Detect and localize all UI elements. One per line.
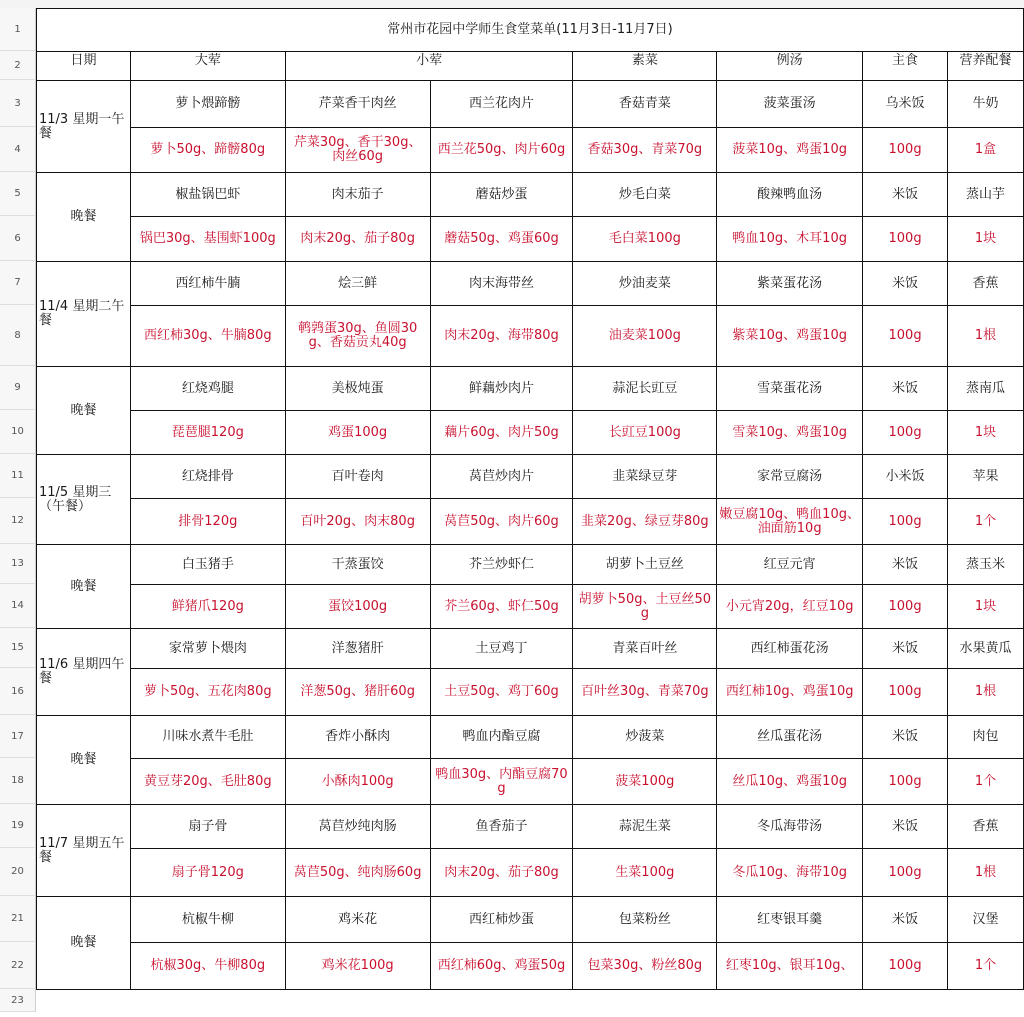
dish-amount[interactable]: 1个 [948,943,1024,990]
dish-amount[interactable]: 西兰花50g、肉片60g [430,128,573,173]
dish-name[interactable]: 乌米饭 [863,81,948,128]
dish-row [37,262,1024,306]
dish-amount[interactable]: 100g [863,669,948,716]
dish-name[interactable]: 杭椒牛柳 [130,897,285,943]
dish-amount[interactable]: 雪菜10g、鸡蛋10g [717,411,863,455]
dish-name[interactable]: 炒毛白菜 [573,173,717,217]
meal-label[interactable]: 11/6 星期四午餐 [37,629,131,716]
dish-amount[interactable]: 100g [863,849,948,897]
dish-amount[interactable]: 琵琶腿120g [130,411,285,455]
meal-label[interactable]: 11/3 星期一午餐 [37,81,131,173]
dish-name[interactable]: 红烧排骨 [130,455,285,499]
meal-label[interactable]: 11/4 星期二午餐 [37,262,131,367]
dish-name[interactable]: 酸辣鸭血汤 [717,173,863,217]
dish-amount[interactable]: 1盒 [948,128,1024,173]
dish-name[interactable]: 西红柿炒蛋 [430,897,573,943]
row-number[interactable]: 11 [0,454,36,498]
dish-name[interactable]: 米饭 [863,716,948,759]
dish-amount[interactable]: 100g [863,306,948,367]
dish-name[interactable]: 水果黄瓜 [948,629,1024,669]
dish-name[interactable]: 香炸小酥肉 [285,716,430,759]
dish-name[interactable]: 扇子骨 [130,805,285,849]
dish-amount[interactable]: 100g [863,217,948,262]
dish-amount[interactable]: 鲜猪爪120g [130,585,285,629]
dish-amount[interactable]: 100g [863,411,948,455]
dish-name[interactable]: 米饭 [863,262,948,306]
amount-row [37,585,1024,629]
dish-amount[interactable]: 黄豆芽20g、毛肚80g [130,759,285,805]
dish-amount[interactable]: 1个 [948,759,1024,805]
dish-amount[interactable]: 锅巴30g、基围虾100g [130,217,285,262]
dish-amount[interactable]: 鸭血30g、内酯豆腐70g [430,759,573,805]
row-number[interactable]: 14 [0,584,36,628]
dish-amount[interactable]: 芹菜30g、香干30g、肉丝60g [285,128,430,173]
dish-amount[interactable]: 1个 [948,499,1024,545]
dish-amount[interactable]: 莴苣50g、肉片60g [430,499,573,545]
row-number[interactable]: 22 [0,942,36,989]
dish-name[interactable]: 香蕉 [948,805,1024,849]
dish-name[interactable]: 西红柿牛腩 [130,262,285,306]
row-number[interactable]: 7 [0,261,36,305]
amount-row [37,499,1024,545]
empty-row-23 [36,994,1024,1017]
dish-name[interactable]: 川味水煮牛毛肚 [130,716,285,759]
meal-label[interactable]: 晚餐 [37,897,131,990]
dish-name[interactable]: 米饭 [863,805,948,849]
dish-amount[interactable]: 百叶丝30g、青菜70g [573,669,717,716]
dish-amount[interactable]: 肉末20g、茄子80g [430,849,573,897]
menu-title[interactable]: 常州市花园中学师生食堂菜单(11月3日-11月7日) [37,9,1024,52]
dish-name[interactable]: 土豆鸡丁 [430,629,573,669]
dish-amount[interactable]: 香菇30g、青菜70g [573,128,717,173]
dish-name[interactable]: 红枣银耳羹 [717,897,863,943]
dish-name[interactable]: 小米饭 [863,455,948,499]
dish-name[interactable]: 红烧鸡腿 [130,367,285,411]
dish-amount[interactable]: 嫩豆腐10g、鸭血10g、油面筋10g [717,499,863,545]
dish-name[interactable]: 青菜百叶丝 [573,629,717,669]
amount-row [37,759,1024,805]
dish-name[interactable]: 芥兰炒虾仁 [430,545,573,585]
dish-name[interactable]: 蒸玉米 [948,545,1024,585]
dish-name[interactable]: 香菇青菜 [573,81,717,128]
dish-amount[interactable]: 1块 [948,217,1024,262]
dish-name[interactable]: 萝卜煨蹄髈 [130,81,285,128]
dish-name[interactable]: 西红柿蛋花汤 [717,629,863,669]
dish-amount[interactable]: 长豇豆100g [573,411,717,455]
dish-name[interactable]: 香蕉 [948,262,1024,306]
row-number[interactable]: 3 [0,80,36,127]
dish-amount[interactable]: 洋葱50g、猪肝60g [285,669,430,716]
dish-name[interactable]: 雪菜蛋花汤 [717,367,863,411]
title-row [37,9,1024,52]
dish-amount[interactable]: 肉末20g、茄子80g [285,217,430,262]
dish-name[interactable]: 鸭血内酯豆腐 [430,716,573,759]
dish-name[interactable]: 烩三鲜 [285,262,430,306]
dish-name[interactable]: 蒸山芋 [948,173,1024,217]
amount-row [37,306,1024,367]
dish-name[interactable]: 米饭 [863,897,948,943]
dish-amount[interactable]: 丝瓜10g、鸡蛋10g [717,759,863,805]
dish-name[interactable]: 米饭 [863,367,948,411]
dish-amount[interactable]: 冬瓜10g、海带10g [717,849,863,897]
dish-row [37,81,1024,128]
dish-name[interactable]: 韭菜绿豆芽 [573,455,717,499]
header-row [37,52,1024,81]
dish-amount[interactable]: 蛋饺100g [285,585,430,629]
dish-name[interactable]: 丝瓜蛋花汤 [717,716,863,759]
dish-name[interactable]: 紫菜蛋花汤 [717,262,863,306]
dish-amount[interactable]: 菠菜100g [573,759,717,805]
dish-row [37,629,1024,669]
dish-amount[interactable]: 1根 [948,849,1024,897]
dish-row [37,545,1024,585]
dish-row [37,367,1024,411]
dish-name[interactable]: 蒸南瓜 [948,367,1024,411]
row-number[interactable]: 16 [0,668,36,715]
dish-name[interactable]: 苹果 [948,455,1024,499]
dish-amount[interactable]: 毛白菜100g [573,217,717,262]
dish-name[interactable]: 家常萝卜煨肉 [130,629,285,669]
dish-amount[interactable]: 包菜30g、粉丝80g [573,943,717,990]
dish-name[interactable]: 炒油麦菜 [573,262,717,306]
dish-amount[interactable]: 100g [863,499,948,545]
dish-amount[interactable]: 红枣10g、银耳10g、 [717,943,863,990]
dish-name[interactable]: 百叶卷肉 [285,455,430,499]
dish-amount[interactable]: 100g [863,759,948,805]
meal-label[interactable]: 晚餐 [37,545,131,629]
dish-name[interactable]: 胡萝卜土豆丝 [573,545,717,585]
dish-amount[interactable]: 鹌鹑蛋30g、鱼圆30g、香菇贡丸40g [285,306,430,367]
header-small-meat[interactable]: 小荤 [285,52,573,81]
dish-amount[interactable]: 生菜100g [573,849,717,897]
amount-row [37,217,1024,262]
dish-amount[interactable]: 藕片60g、肉片50g [430,411,573,455]
dish-name[interactable]: 莴苣炒纯肉肠 [285,805,430,849]
dish-name[interactable]: 米饭 [863,173,948,217]
dish-name[interactable]: 干蒸蛋饺 [285,545,430,585]
amount-row [37,411,1024,455]
dish-name[interactable]: 洋葱猪肝 [285,629,430,669]
amount-row [37,849,1024,897]
dish-amount[interactable]: 扇子骨120g [130,849,285,897]
dish-name[interactable]: 肉末海带丝 [430,262,573,306]
dish-amount[interactable]: 紫菜10g、鸡蛋10g [717,306,863,367]
dish-amount[interactable]: 1根 [948,669,1024,716]
row-number[interactable]: 17 [0,715,36,758]
row-number[interactable]: 15 [0,628,36,668]
dish-amount[interactable]: 萝卜50g、蹄髈80g [130,128,285,173]
dish-row [37,897,1024,943]
row-number[interactable]: 21 [0,896,36,942]
meal-label[interactable]: 晚餐 [37,173,131,262]
dish-name[interactable]: 米饭 [863,545,948,585]
header-date[interactable]: 日期 [37,52,131,81]
dish-name[interactable]: 椒盐锅巴虾 [130,173,285,217]
dish-amount[interactable]: 西红柿60g、鸡蛋50g [430,943,573,990]
row-number[interactable]: 6 [0,216,36,261]
dish-amount[interactable]: 1根 [948,306,1024,367]
canteen-menu-table [36,8,1024,990]
dish-amount[interactable]: 1块 [948,411,1024,455]
meal-label[interactable]: 晚餐 [37,367,131,455]
dish-amount[interactable]: 土豆50g、鸡丁60g [430,669,573,716]
dish-amount[interactable]: 100g [863,585,948,629]
row-number[interactable]: 10 [0,410,36,454]
dish-name[interactable]: 肉包 [948,716,1024,759]
dish-amount[interactable]: 肉末20g、海带80g [430,306,573,367]
dish-name[interactable]: 家常豆腐汤 [717,455,863,499]
dish-amount[interactable]: 油麦菜100g [573,306,717,367]
dish-name[interactable]: 鸡米花 [285,897,430,943]
dish-name[interactable]: 美极炖蛋 [285,367,430,411]
dish-amount[interactable]: 萝卜50g、五花肉80g [130,669,285,716]
dish-amount[interactable]: 芥兰60g、虾仁50g [430,585,573,629]
dish-amount[interactable]: 100g [863,943,948,990]
row-number[interactable]: 8 [0,305,36,366]
row-number[interactable]: 18 [0,758,36,804]
amount-row [37,943,1024,990]
dish-name[interactable]: 蒜泥长豇豆 [573,367,717,411]
dish-name[interactable]: 鱼香茄子 [430,805,573,849]
dish-name[interactable]: 鲜藕炒肉片 [430,367,573,411]
dish-name[interactable]: 米饭 [863,629,948,669]
row-number[interactable]: 2 [0,51,36,80]
row-number[interactable]: 5 [0,172,36,216]
row-number[interactable]: 19 [0,804,36,848]
dish-name[interactable]: 芹菜香干肉丝 [285,81,430,128]
dish-name[interactable]: 冬瓜海带汤 [717,805,863,849]
row-number[interactable]: 1 [0,8,36,51]
dish-amount[interactable]: 1块 [948,585,1024,629]
dish-name[interactable]: 蒜泥生菜 [573,805,717,849]
dish-row [37,455,1024,499]
row-number[interactable]: 23 [0,989,36,1012]
dish-amount[interactable]: 莴苣50g、纯肉肠60g [285,849,430,897]
row-number[interactable]: 13 [0,544,36,584]
dish-amount[interactable]: 百叶20g、肉末80g [285,499,430,545]
dish-row [37,805,1024,849]
dish-name[interactable]: 牛奶 [948,81,1024,128]
dish-amount[interactable]: 韭菜20g、绿豆芽80g [573,499,717,545]
header-nutrition[interactable]: 营养配餐 [948,52,1024,81]
header-big-meat[interactable]: 大荤 [130,52,285,81]
dish-amount[interactable]: 小酥肉100g [285,759,430,805]
dish-name[interactable]: 白玉猪手 [130,545,285,585]
row-number[interactable]: 4 [0,127,36,172]
amount-row [37,669,1024,716]
row-number[interactable]: 9 [0,366,36,410]
meal-label[interactable]: 晚餐 [37,716,131,805]
amount-row [37,128,1024,173]
row-number[interactable]: 12 [0,498,36,544]
dish-amount[interactable]: 鸡米花100g [285,943,430,990]
dish-amount[interactable]: 杭椒30g、牛柳80g [130,943,285,990]
dish-amount[interactable]: 西红柿10g、鸡蛋10g [717,669,863,716]
dish-name[interactable]: 红豆元宵 [717,545,863,585]
meal-label[interactable]: 11/5 星期三（午餐） [37,455,131,545]
dish-name[interactable]: 菠菜蛋汤 [717,81,863,128]
meal-label[interactable]: 11/7 星期五午餐 [37,805,131,897]
dish-amount[interactable]: 鸭血10g、木耳10g [717,217,863,262]
dish-amount[interactable]: 西红柿30g、牛腩80g [130,306,285,367]
dish-amount[interactable]: 蘑菇50g、鸡蛋60g [430,217,573,262]
dish-name[interactable]: 肉末茄子 [285,173,430,217]
header-soup[interactable]: 例汤 [717,52,863,81]
dish-row [37,173,1024,217]
dish-name[interactable]: 包菜粉丝 [573,897,717,943]
dish-amount[interactable]: 胡萝卜50g、土豆丝50g [573,585,717,629]
header-vegetable[interactable]: 素菜 [573,52,717,81]
dish-name[interactable]: 莴苣炒肉片 [430,455,573,499]
dish-amount[interactable]: 100g [863,128,948,173]
dish-name[interactable]: 汉堡 [948,897,1024,943]
dish-amount[interactable]: 小元宵20g，红豆10g [717,585,863,629]
row-number[interactable]: 20 [0,848,36,896]
dish-name[interactable]: 西兰花肉片 [430,81,573,128]
header-staple[interactable]: 主食 [863,52,948,81]
dish-name[interactable]: 蘑菇炒蛋 [430,173,573,217]
dish-amount[interactable]: 鸡蛋100g [285,411,430,455]
dish-row [37,716,1024,759]
dish-name[interactable]: 炒菠菜 [573,716,717,759]
dish-amount[interactable]: 菠菜10g、鸡蛋10g [717,128,863,173]
dish-amount[interactable]: 排骨120g [130,499,285,545]
